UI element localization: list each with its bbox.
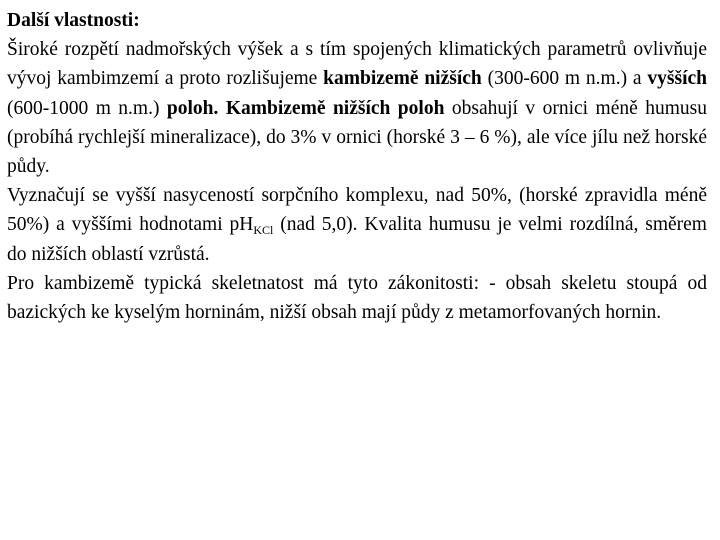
- ph-subscript: KCl: [253, 223, 274, 238]
- paragraph-skeleton: [7, 269, 707, 327]
- paragraph-sorption: [7, 181, 707, 269]
- p2-text-1: Vyznačují se vyšší nasyceností sorpčního komplexu, nad 50%, (horské zpravidla méně 50%) a vyššími hodnotami pH: [7, 185, 707, 236]
- p1-text-1: Široké rozpětí nadmořských výšek a s tím spojených klimatických parametrů ovlivňuje vývoj kambimzemí a proto rozlišujeme: [7, 39, 707, 90]
- p1-bold-3: poloh. Kambizemě nižších poloh: [166, 97, 445, 119]
- p1-text-4: obsahují v ornici méně humusu (probíhá rychlejší mineralizace), do 3% v ornici (horské 3 – 6 %), ale více jílu než horské půdy.: [7, 97, 707, 178]
- p1-text-3: (600-1000 m n.m.): [7, 97, 167, 119]
- section-heading: Další vlastnosti:: [7, 10, 140, 31]
- p1-bold-2: vyšších: [647, 68, 707, 90]
- p2-text-2: (nad 5,0). Kvalita humusu je velmi rozdílná, směrem do nižších oblastí vzrůstá.: [7, 214, 707, 265]
- p1-bold-1: kambizemě nižších: [323, 68, 482, 90]
- p3-text-1: Pro kambizemě typická skeletnatost má tyto zákonitosti: - obsah skeletu stoupá od bazických ke kyselým horninám, nižší obsah mají půdy z metamorfovaných hornin.: [7, 272, 707, 324]
- paragraph-altitude: [7, 35, 707, 181]
- p1-text-2: (300-600 m n.m.) a: [481, 68, 648, 90]
- document-body: [7, 6, 707, 327]
